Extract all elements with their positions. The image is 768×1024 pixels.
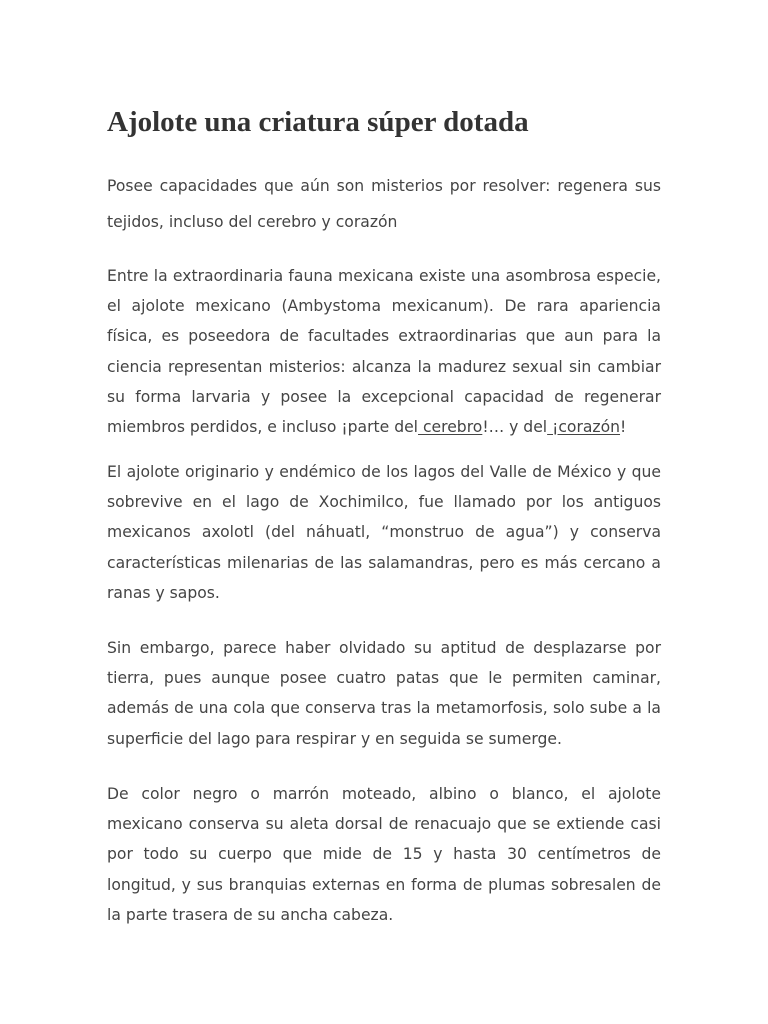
paragraph-text: Entre la extraordinaria fauna mexicana existe una asombrosa especie, el ajolote mexicano (Ambystoma mexicanum). De rara apariencia física, es poseedora de facultades extraordinarias que aun para la ciencia representan misterios: alcanza la madurez sexual sin cambiar su forma larvaria y posee la excepcional capacidad de regenerar miembros perdidos, e incluso ¡parte del [107, 267, 661, 437]
paragraph-habitat: Sin embargo, parece haber olvidado su aptitud de desplazarse por tierra, pues aunque posee cuatro patas que le permiten caminar, además de una cola que conserva tras la metamorfosis, solo sube a la superficie del lago para respirar y en seguida se sumerge. [107, 639, 661, 748]
article-subtitle: Posee capacidades que aún son misterios por resolver: regenera sus tejidos, incluso del cerebro y corazón [107, 177, 661, 231]
paragraph-origin: El ajolote originario y endémico de los lagos del Valle de México y que sobrevive en el lago de Xochimilco, fue llamado por los antiguos mexicanos axolotl (del náhuatl, “monstruo de agua”) y conserva características milenarias de las salamandras, pero es más cercano a ranas y sapos. [107, 463, 661, 602]
paragraph-appearance: De color negro o marrón moteado, albino o blanco, el ajolote mexicano conserva su aleta dorsal de renacuajo que se extiende casi por todo su cuerpo que mide de 15 y hasta 30 centímetros de longitud, y sus branquias externas en forma de plumas sobresalen de la parte trasera de su ancha cabeza. [107, 785, 661, 924]
link-corazon[interactable]: ¡corazón [547, 418, 621, 437]
paragraph-intro [107, 261, 661, 442]
link-cerebro[interactable]: cerebro [418, 418, 483, 437]
article-title: Ajolote una criatura súper dotada [107, 106, 529, 138]
paragraph-text: ! [620, 418, 627, 437]
paragraph-text: !… y del [482, 418, 548, 437]
